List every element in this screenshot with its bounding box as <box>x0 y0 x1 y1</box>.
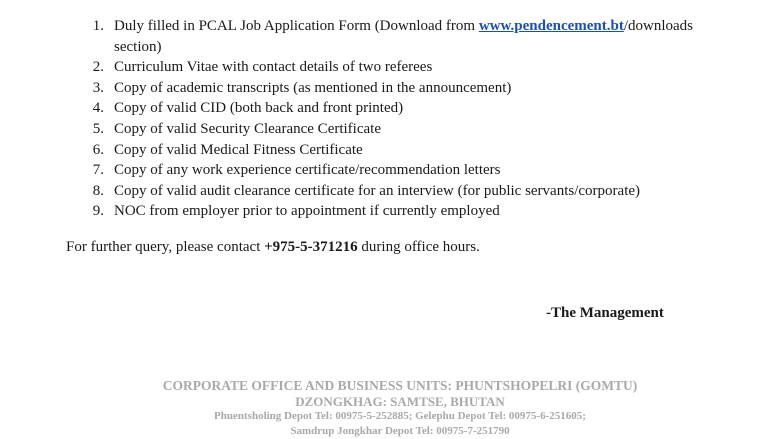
download-link[interactable]: www.pendencement.bt <box>478 18 624 34</box>
item-number: 4. <box>92 100 104 117</box>
query-prefix: For further query, please contact <box>66 239 265 255</box>
item-number: 9. <box>92 203 104 220</box>
contact-phone: +975-5-371216 <box>264 239 358 255</box>
requirement-item-5 <box>88 119 738 140</box>
requirement-item-4 <box>88 98 738 119</box>
item-text: Duly filled in PCAL Job Application Form (Download from <box>114 18 479 34</box>
item-number: 2. <box>92 59 104 76</box>
item-text-continued: section) <box>114 38 162 55</box>
footer-line-2: DZONGKHAG: SAMTSE, BHUTAN <box>295 394 505 409</box>
item-number: 5. <box>92 120 104 137</box>
item-text: Copy of valid CID (both back and front printed) <box>114 100 404 117</box>
item-text: Copy of valid Security Clearance Certificate <box>114 120 381 137</box>
item-text: Copy of academic transcripts (as mentioned in the announcement) <box>114 79 512 96</box>
item-number: 7. <box>92 162 104 179</box>
item-text: Copy of valid Medical Fitness Certificate <box>114 141 363 158</box>
footer-line-4: Samdrup Jongkhar Depot Tel: 00975-7-251790 <box>290 425 510 437</box>
item-number: 1. <box>92 18 104 34</box>
requirement-item-9 <box>88 201 738 222</box>
requirement-item-2 <box>88 57 738 78</box>
item-text: Copy of any work experience certificate/recommendation letters <box>114 162 501 179</box>
requirement-item-1 <box>88 16 738 57</box>
footer-line-1: CORPORATE OFFICE AND BUSINESS UNITS: PHUNTSHOPELRI (GOMTU) <box>162 378 638 393</box>
signature: -The Management <box>546 305 664 321</box>
item-text: NOC from employer prior to appointment if currently employed <box>114 203 500 220</box>
item-number: 8. <box>92 182 104 199</box>
requirement-item-6 <box>88 140 738 161</box>
contact-paragraph <box>66 237 480 257</box>
item-text: Curriculum Vitae with contact details of two referees <box>114 59 433 76</box>
requirements-list <box>88 16 738 222</box>
item-text: Copy of valid audit clearance certificate for an interview (for public servants/corporate) <box>114 182 641 199</box>
item-number: 6. <box>92 141 104 158</box>
requirement-item-8 <box>88 181 738 202</box>
item-number: 3. <box>92 79 104 96</box>
requirement-item-3 <box>88 78 738 99</box>
page-footer <box>0 377 784 439</box>
requirement-item-7 <box>88 160 738 181</box>
footer-line-3: Phuentsholing Depot Tel: 00975-5-252885; Gelephu Depot Tel: 00975-6-251605; <box>214 410 586 422</box>
item-text-after: /downloads <box>623 18 694 34</box>
query-suffix: during office hours. <box>357 239 480 255</box>
